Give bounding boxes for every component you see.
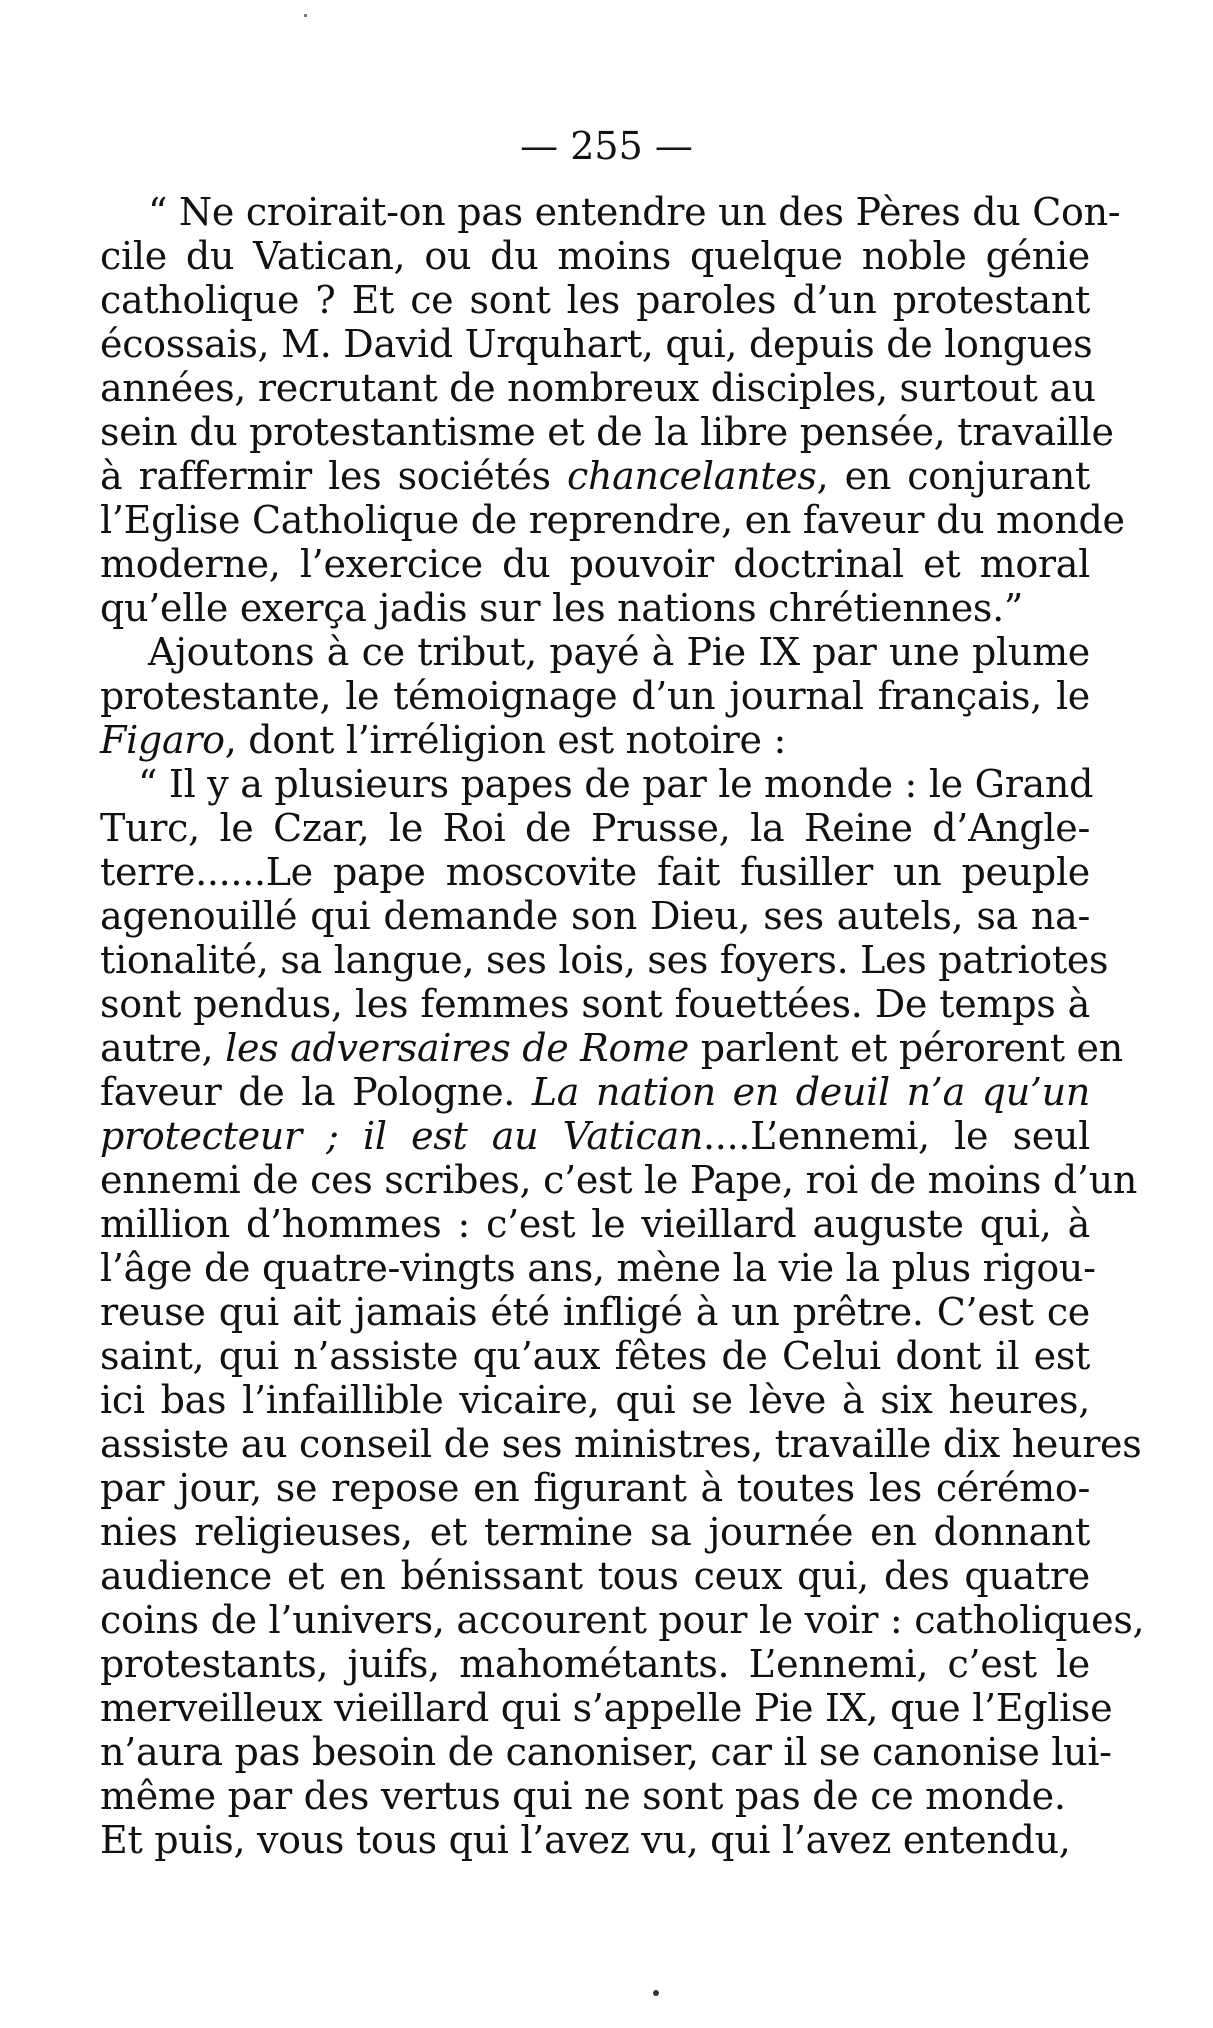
text-segment: “ Ne croirait-on pas entendre un des Pères du Con- [148,190,1121,234]
body-text [100,190,1145,1862]
text-line [100,586,1090,630]
text-segment: l’âge de quatre-vingts ans, mène la vie la plus rigou- [100,1246,1096,1290]
text-segment: Turc, le Czar, le Roi de Prusse, la Reine d’Angle- [100,806,1090,850]
text-segment: tionalité, sa langue, ses lois, ses foyers. Les patriotes [100,938,1109,982]
text-segment: audience et en bénissant tous ceux qui, des quatre [100,1554,1090,1598]
text-line [100,1818,1090,1862]
text-segment: faveur de la Pologne. [100,1070,532,1114]
text-line [100,190,1121,234]
text-segment: écossais, M. David Urquhart, qui, depuis de longues [100,322,1093,366]
text-segment: terre......Le pape moscovite fait fusiller un peuple [100,850,1090,894]
text-line [100,322,1093,366]
text-segment: , en conjurant [816,454,1090,498]
text-line [100,1114,1090,1158]
text-line [100,278,1090,322]
text-segment: “ Il y a plusieurs papes de par le monde : le Grand [138,762,1094,806]
text-segment: moderne, l’exercice du pouvoir doctrinal et moral [100,542,1090,586]
page-number: — 255 — [520,124,693,168]
text-segment: catholique ? Et ce sont les paroles d’un protestant [100,278,1090,322]
text-segment: merveilleux vieillard qui s’appelle Pie IX, que l’Eglise [100,1686,1113,1730]
text-line [100,718,1090,762]
text-line [100,1730,1112,1774]
text-line [100,1290,1090,1334]
ink-speck [304,14,307,17]
text-segment: autre, [100,1026,226,1070]
text-segment: sont pendus, les femmes sont fouettées. De temps à [100,982,1090,1026]
text-segment: reuse qui ait jamais été infligé à un prêtre. C’est ce [100,1290,1090,1334]
text-line [100,938,1109,982]
text-line [100,630,1090,674]
text-line [100,234,1090,278]
text-line [100,1510,1090,1554]
text-line [100,410,1114,454]
text-segment: ....L’ennemi, le seul [703,1114,1090,1158]
text-line [100,1598,1145,1642]
text-line [100,674,1090,718]
text-segment: n’aura pas besoin de canoniser, car il se canonise lui- [100,1730,1112,1774]
text-segment: l’Eglise Catholique de reprendre, en faveur du monde [100,498,1125,542]
text-line [100,542,1090,586]
text-segment: années, recrutant de nombreux disciples, surtout au [100,366,1096,410]
text-line [100,1686,1113,1730]
text-segment: protestants, juifs, mahométants. L’ennemi, c’est le [100,1642,1090,1686]
text-line [100,1070,1090,1114]
text-segment: coins de l’univers, accourent pour le voir : catholiques, [100,1598,1145,1642]
text-segment: saint, qui n’assiste qu’aux fêtes de Celui dont il est [100,1334,1090,1378]
ink-dot [653,1990,659,1996]
text-line [100,982,1090,1026]
text-segment: , dont l’irréligion est notoire : [224,718,786,762]
text-segment: agenouillé qui demande son Dieu, ses autels, sa na- [100,894,1090,938]
text-line [100,366,1096,410]
text-line [100,762,1094,806]
text-segment: ennemi de ces scribes, c’est le Pape, roi de moins d’un [100,1158,1138,1202]
text-line [100,806,1090,850]
italic-segment: les adversaires de Rome [225,1026,689,1070]
text-line [100,1466,1090,1510]
text-line [100,1158,1138,1202]
text-segment: qu’elle exerça jadis sur les nations chrétiennes.” [100,586,1024,630]
text-line [100,1554,1090,1598]
italic-segment: Figaro [100,718,225,762]
text-line [100,1422,1142,1466]
text-segment: sein du protestantisme et de la libre pensée, travaille [100,410,1114,454]
text-segment: Ajoutons à ce tribut, payé à Pie IX par une plume [148,630,1090,674]
text-segment: nies religieuses, et termine sa journée en donnant [100,1510,1090,1554]
text-line [100,1334,1090,1378]
text-line [100,1246,1096,1290]
text-line [100,1026,1123,1070]
text-line [100,850,1090,894]
italic-segment: protecteur ; il est au Vatican [100,1114,704,1158]
text-segment: Et puis, vous tous qui l’avez vu, qui l’avez entendu, [100,1818,1071,1862]
text-line [100,1202,1090,1246]
text-line [100,498,1125,542]
italic-segment: La nation en deuil n’a qu’un [531,1070,1090,1114]
italic-segment: chancelantes [567,454,817,498]
text-segment: même par des vertus qui ne sont pas de ce monde. [100,1774,1066,1818]
text-line [100,454,1090,498]
text-line [100,894,1090,938]
text-segment: ici bas l’infaillible vicaire, qui se lève à six heures, [100,1378,1090,1422]
text-segment: protestante, le témoignage d’un journal français, le [100,674,1090,718]
text-line [100,1642,1090,1686]
text-segment: cile du Vatican, ou du moins quelque noble génie [100,234,1090,278]
text-line [100,1774,1090,1818]
text-segment: par jour, se repose en figurant à toutes les cérémo- [100,1466,1090,1510]
text-segment: parlent et pérorent en [689,1026,1123,1070]
text-segment: assiste au conseil de ses ministres, travaille dix heures [100,1422,1142,1466]
text-segment: million d’hommes : c’est le vieillard auguste qui, à [100,1202,1090,1246]
text-segment: à raffermir les sociétés [100,454,567,498]
text-line [100,1378,1090,1422]
